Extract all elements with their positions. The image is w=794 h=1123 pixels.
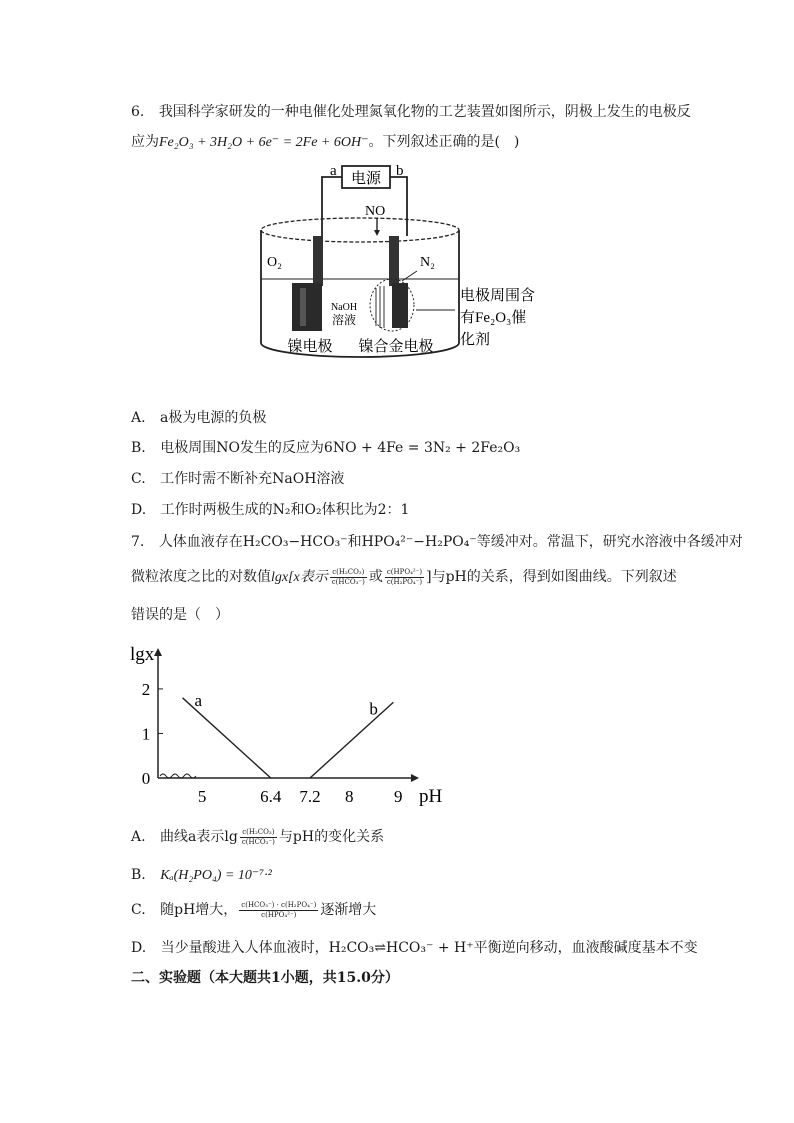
x-tick-label: 8 [345, 787, 354, 806]
q6-option-a-key: A. [131, 410, 146, 426]
q7-option-d-key: D. [131, 940, 147, 956]
terminal-b-label: b [396, 163, 404, 179]
alloy-electrode-label: 镍合金电极 [358, 339, 434, 355]
electrolyte-label-2: 溶液 [331, 313, 357, 327]
beaker-rim [261, 218, 459, 242]
q7-option-d [131, 937, 698, 959]
q7-option-a-fraction: $\frac{\text{c(H₂CO₃)}}{\text{c(HCO₃⁻)}}$ [241, 827, 275, 846]
q7-option-a-key: A. [131, 829, 146, 845]
n2-label: N₂ [420, 255, 435, 270]
q7-fraction-carbonate: $\frac{\text{c(H₂CO₃)}}{\text{c(HCO₃⁻)}}$ [331, 567, 365, 586]
q6-stem-line2 [131, 131, 519, 154]
no-arrowhead [374, 230, 380, 236]
q6-option-d-key: D. [131, 502, 147, 518]
q6-option-a-text: a极为电源的负极 [160, 410, 267, 426]
q7-stem-line1 [131, 531, 743, 553]
x-axis-label: pH [419, 786, 443, 807]
q7-option-a [131, 826, 384, 848]
q7-option-b-key: B. [131, 867, 146, 883]
q7-option-d-text: 当少量酸进入人体血液时，H₂CO₃⇌HCO₃⁻ + H⁺平衡逆向移动，血液酸碱度基本不变 [160, 940, 698, 956]
series-label-a: a [194, 690, 203, 710]
q7-stem-text3: 错误的是（ ） [131, 607, 229, 623]
alloy-electrode-plate [392, 283, 408, 328]
q6-option-d-text: 工作时两极生成的N₂和O₂体积比为2：1 [160, 502, 410, 518]
electrolysis-diagram [250, 158, 580, 368]
q6-stem-suffix: 。下列叙述正确的是( ) [368, 134, 520, 150]
callout-line-2: 有Fe₂O₃催 [460, 310, 527, 326]
q7-or-word: 或 [368, 569, 383, 585]
callout-line-3: 化剂 [460, 332, 491, 348]
nickel-electrode-label: 镍电极 [287, 339, 333, 355]
q7-option-b-text: Kₐ(H₂PO₄) = 10⁻⁷·² [160, 868, 272, 883]
electrolyte-label-1: NaOH [330, 302, 358, 313]
power-label: 电源 [350, 171, 382, 187]
callout-line-1: 电极周围含 [460, 288, 536, 304]
q7-option-a-pre: 曲线a表示lg [160, 829, 238, 845]
y-tick-label: 1 [141, 724, 151, 744]
q7-option-c-pre: 随pH增大， [160, 902, 238, 918]
q6-option-c [131, 468, 344, 490]
q7-stem-line2 [131, 566, 677, 589]
q7-stem-text2c: ]与pH的关系，得到如图曲线。下列叙述 [426, 569, 677, 585]
terminal-a-label: a [330, 163, 337, 179]
q7-option-c-fraction: $\frac{\text{c(HCO₃⁻) · c(H₂PO₄⁻)}}{\text{c(HPO₄²⁻)}}$ [241, 900, 317, 919]
wire-left [322, 177, 342, 260]
q6-option-b [131, 437, 520, 459]
q6-stem-prefix: 应为 [131, 134, 159, 150]
series-label-b: b [369, 699, 378, 719]
lgx-ph-chart [128, 640, 448, 810]
alloy-electrode-rod [389, 236, 399, 286]
q7-stem-text2b: lgx[x表示 [271, 570, 328, 585]
q6-number: 6. [131, 104, 145, 120]
q7-stem-text1: 人体血液存在H₂CO₃−HCO₃⁻和HPO₄²⁻−H₂PO₄⁻等缓冲对。常温下，研究水溶液中各缓冲对 [158, 534, 743, 550]
section-2-heading: 二、实验题（本大题共1小题，共15.0分） [131, 970, 399, 986]
chart-labels [130, 644, 443, 807]
beaker-wall [261, 230, 459, 357]
x-tick-label: 6.4 [260, 787, 282, 806]
o2-label: O₂ [267, 255, 282, 270]
q7-number: 7. [131, 534, 145, 550]
x-tick-label: 7.2 [299, 787, 321, 806]
nickel-plate-texture [300, 288, 306, 326]
q7-option-c-key: C. [131, 902, 146, 918]
y-axis-arrow [154, 648, 162, 656]
q6-option-a [131, 407, 266, 429]
nickel-electrode-plate [292, 283, 322, 331]
x-tick-label: 5 [197, 787, 207, 806]
q7-option-c [131, 899, 376, 921]
q7-stem-text2a: 微粒浓度之比的对数值 [131, 569, 271, 585]
q7-option-c-post: 逐渐增大 [320, 902, 377, 918]
x-tick-label: 9 [394, 787, 403, 806]
nickel-electrode-rod [313, 236, 323, 286]
q6-stem-line1 [131, 101, 691, 123]
chart-series [183, 698, 394, 778]
q6-option-b-key: B. [131, 440, 146, 456]
q7-stem-line3 [131, 604, 229, 626]
series-line-b [310, 702, 393, 778]
wire-right [390, 177, 407, 236]
q7-option-b [131, 864, 272, 887]
y-axis-label: lgx [130, 644, 155, 665]
no-gas-label: NO [365, 204, 386, 219]
q6-option-b-text: 电极周围NO发生的反应为6NO + 4Fe = 3N₂ + 2Fe₂O₃ [160, 440, 521, 456]
x-axis-arrow [411, 774, 419, 782]
series-line-a [183, 698, 271, 778]
q6-option-d [131, 499, 409, 521]
q6-cathode-equation: Fe₂O₃ + 3H₂O + 6e⁻ = 2Fe + 6OH⁻ [159, 135, 369, 150]
q7-fraction-phosphate: $\frac{\text{c(HPO₄²⁻)}}{\text{c(H₂PO₄⁻)}}$ [386, 567, 423, 586]
q7-option-a-post: 与pH的变化关系 [278, 829, 385, 845]
q6-stem-text1: 我国科学家研发的一种电催化处理氮氧化物的工艺装置如图所示，阴极上发生的电极反 [158, 104, 691, 120]
y-tick-label: 0 [141, 769, 151, 788]
y-tick-label: 2 [141, 679, 151, 699]
q6-option-c-text: 工作时需不断补充NaOH溶液 [160, 471, 345, 487]
q6-option-c-key: C. [131, 471, 146, 487]
